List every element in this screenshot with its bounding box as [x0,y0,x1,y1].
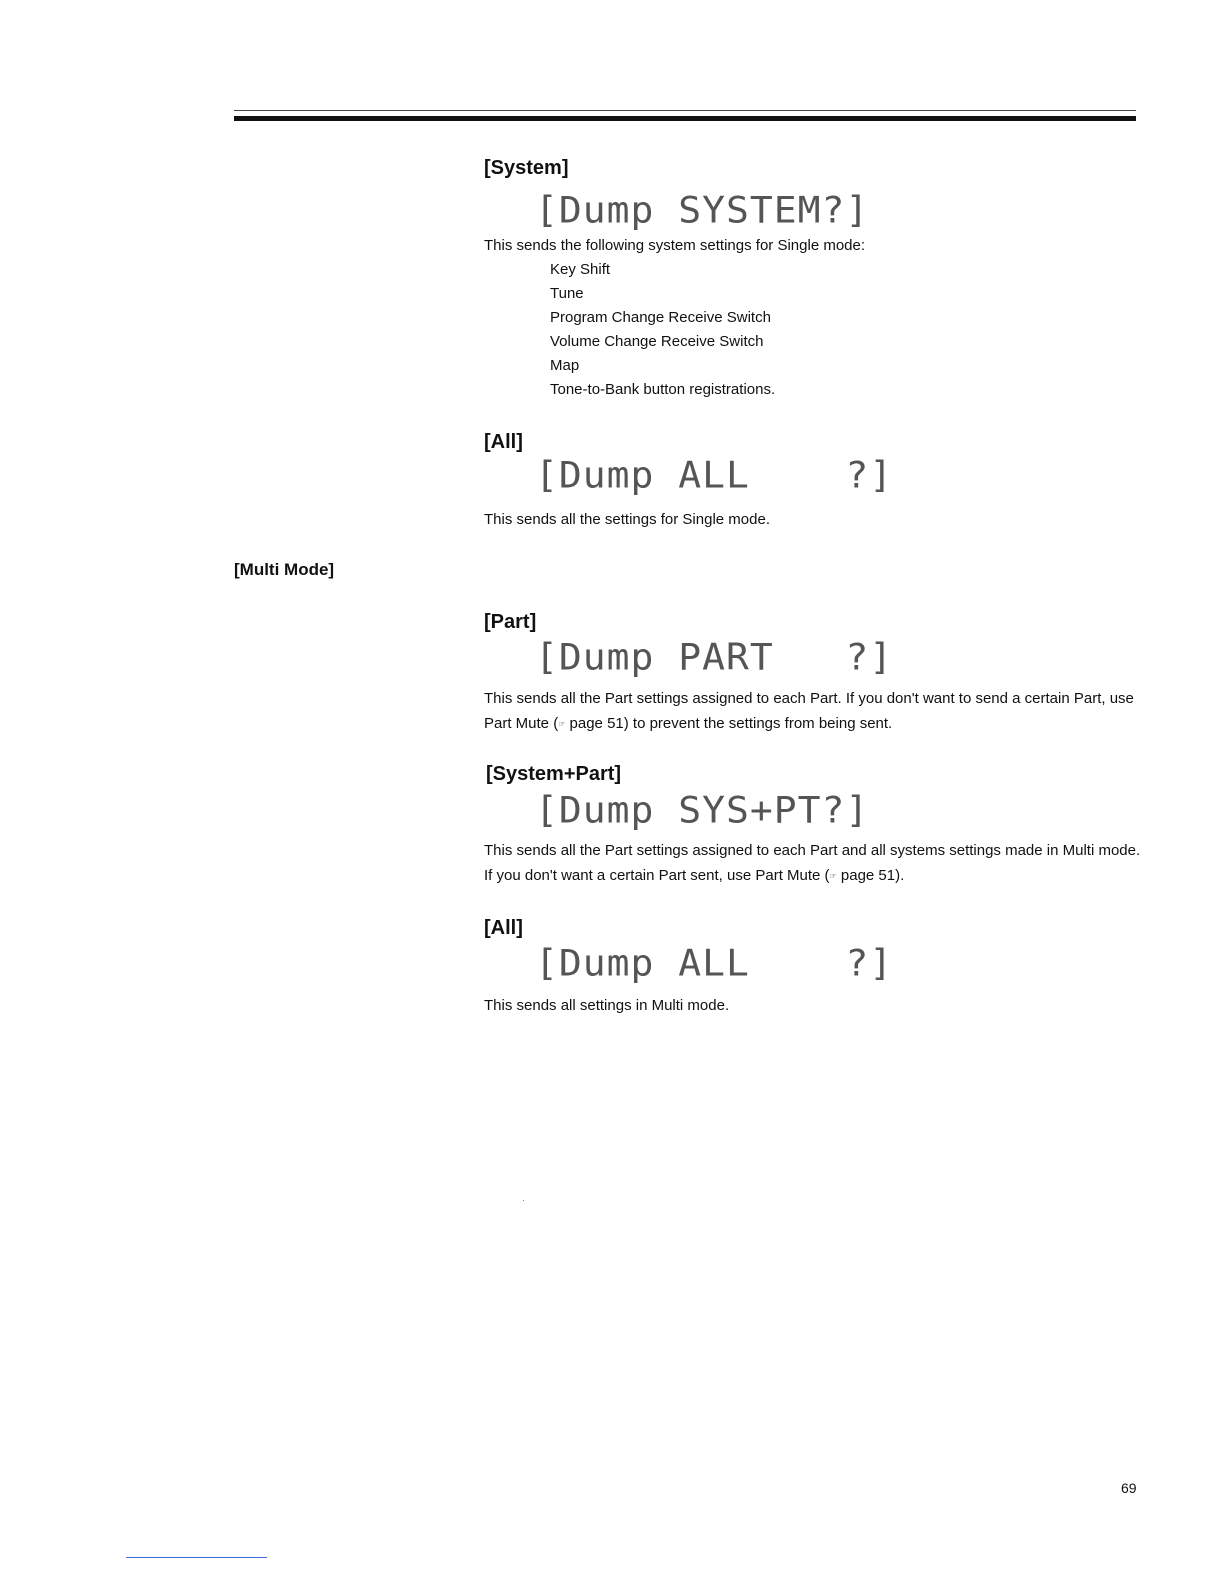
paragraph-line: This sends all the Part settings assigned to each Part. If you don't want to send a certain Part, use [484,690,1134,707]
section-heading-all-multi: [All] [484,917,523,939]
list-item: Tune [550,285,584,302]
text-span: If you don't want a certain Part sent, use Part Mute ( [484,867,830,884]
page-number: 69 [1121,1480,1137,1496]
list-item: Program Change Receive Switch [550,309,771,326]
list-item: Tone-to-Bank button registrations. [550,381,776,398]
lcd-display-all-multi: [Dump ALL ?] [535,942,894,984]
text-span: page 51) to prevent the settings from being sent. [565,715,893,732]
text-span: page 51). [836,867,905,884]
section-heading-all-single: [All] [484,431,523,453]
lcd-display-all-single: [Dump ALL ?] [535,454,894,496]
page-reference-icon: ☞ [829,871,837,881]
paragraph-line [484,863,1140,889]
paragraph-line [484,711,1134,737]
section-heading-system: [System] [484,157,569,179]
paragraph-part [484,686,1134,737]
system-settings-list [550,258,775,402]
paragraph-system: This sends the following system settings for Single mode: [484,237,866,254]
top-rule-thick [234,116,1136,121]
list-item: Key Shift [550,261,611,278]
lcd-display-system: [Dump SYSTEM?] [535,189,870,231]
lcd-display-system-part: [Dump SYS+PT?] [535,789,870,831]
paragraph-line: This sends all the Part settings assigned to each Part and all systems settings made in Multi mode. [484,842,1141,859]
scan-speck [523,1200,524,1201]
list-item: Map [550,357,580,374]
paragraph-all-multi: This sends all settings in Multi mode. [484,997,730,1014]
paragraph-all-single: This sends all the settings for Single mode. [484,511,770,528]
paragraph-system-part [484,838,1140,889]
top-rule-thin [234,110,1136,111]
page-reference-icon: ☞ [558,719,566,729]
section-heading-part: [Part] [484,611,537,633]
side-label-multi-mode: [Multi Mode] [234,560,335,579]
lcd-display-part: [Dump PART ?] [535,636,894,678]
list-item: Volume Change Receive Switch [550,333,764,350]
section-heading-system-part: [System+Part] [486,763,622,785]
bottom-footnote-rule [126,1557,267,1558]
text-span: Part Mute ( [484,715,559,732]
